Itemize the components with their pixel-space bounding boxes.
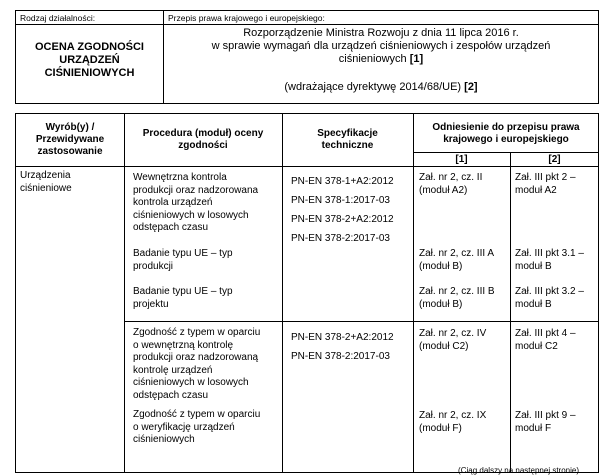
ref1-row-4: Zał. nr 2, cz. IV (moduł C2) [419,328,487,352]
ref1-row-5: Zał. nr 2, cz. IX (moduł F) [419,410,487,434]
header-rule [16,24,598,25]
procedure-row-5: Zgodność z typem w oparciu o weryfikację urządzeń ciśnieniowych [133,409,261,445]
ref2-row-1: Zał. III pkt 2 – moduł A2 [515,172,576,196]
col-header-specs: Specyfikacje techniczne [317,128,378,151]
col-header-procedure: Procedura (moduł) oceny zgodności [142,128,264,151]
procedure-row-2: Badanie typu UE – typ produkcji [133,248,233,272]
continuation-note: (Ciąg dalszy na następnej stronie) [458,466,579,475]
implementation-ref: [2] [464,81,478,93]
implementation-text: (wdrażające dyrektywę 2014/68/UE) [2] [284,81,478,93]
group2-specs: PN-EN 378-2+A2:2012 PN-EN 378-2:2017-03 [291,332,394,362]
procedure-row-4: Zgodność z typem w oparciu o wewnętrzną kontrolę produkcji oraz nadzorowaną kontrolę urządzeń ciśnieniowych w losowych odstępach czasu [133,327,261,401]
regulations-label: Przepis prawa krajowego i europejskiego: [168,13,325,23]
col-header-ref1: [1] [455,154,468,165]
regulation-ref: [1] [409,53,424,65]
ref2-row-3: Zał. III pkt 3.2 – moduł B [515,286,584,310]
ref1-row-2: Zał. nr 2, cz. III A (moduł B) [419,248,495,272]
col-header-ref2: [2] [548,154,561,165]
ref1-row-3: Zał. nr 2, cz. III B (moduł B) [419,286,495,310]
product-cell: Urządzenia ciśnieniowe [20,170,72,194]
col-header-product: Wyrób(y) / Przewidywane zastosowanie [35,122,105,157]
col-header-reference: Odniesienie do przepisu prawa krajowego i europejskiego [432,122,580,145]
procedure-row-3: Badanie typu UE – typ projektu [133,286,233,310]
conformity-table [15,113,599,473]
document-title: OCENA ZGODNOŚCI URZĄDZEŃ CIŚNIENIOWYCH [35,41,144,79]
regulation-text: Rozporządzenie Ministra Rozwoju z dnia 11 lipca 2016 r. w sprawie wymagań dla urządzeń ciśnieniowych i zespołów urządzeń ciśnieniowych [1] [211,27,551,65]
ref2-row-5: Zał. III pkt 9 – moduł F [515,410,576,434]
ref2-row-2: Zał. III pkt 3.1 – moduł B [515,248,584,272]
group1-specs: PN-EN 378-1+A2:2012 PN-EN 378-1:2017-03 PN-EN 378-2+A2:2012 PN-EN 378-2:2017-03 [291,176,394,244]
ref2-row-4: Zał. III pkt 4 – moduł C2 [515,328,576,352]
ref1-row-1: Zał. nr 2, cz. II (moduł A2) [419,172,483,196]
procedure-row-1: Wewnętrzna kontrola produkcji oraz nadzorowana kontrola urządzeń ciśnieniowych w losowych odstępach czasu [133,172,259,233]
activity-label: Rodzaj działalności: [20,13,96,23]
document-header [15,10,599,104]
